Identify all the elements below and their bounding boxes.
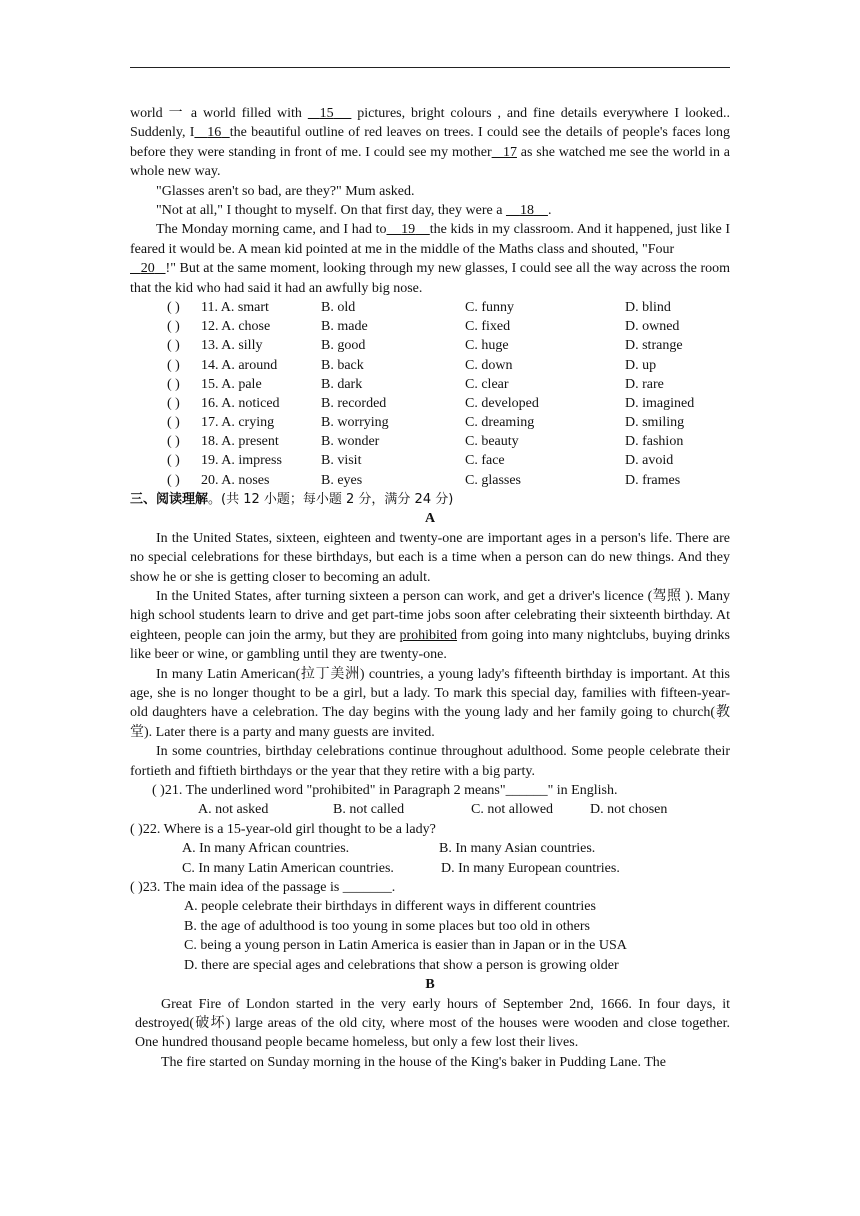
answer-paren[interactable]: ( ) bbox=[167, 395, 180, 411]
option-21-d[interactable]: D. not chosen bbox=[590, 802, 668, 818]
passage-a-paragraph-3: In many Latin American(拉丁美洲) countries, a young lady's fifteenth birthday is important. At this age, she is no longer thought to be a girl, but a lady. To mark this special day, families with fifteen-year-old daughters have a celebration. The day begins with the young lady and her family going to church(教堂). Later there is a party and many guests are invited. bbox=[130, 666, 730, 740]
underlined-word: prohibited bbox=[399, 627, 458, 643]
question-21: ( )21. The underlined word "prohibited" in Paragraph 2 means"______" in English. bbox=[152, 783, 618, 799]
option-row-18: ( ) 18. A. present B. wonder C. beauty D. fashion bbox=[130, 432, 730, 451]
question-22-options-row-2 bbox=[130, 859, 730, 878]
option-21-a[interactable]: A. not asked bbox=[198, 802, 269, 818]
option-row-17: ( ) 17. A. crying B. worrying C. dreaming D. smiling bbox=[130, 413, 730, 432]
answer-paren[interactable]: ( ) bbox=[167, 376, 180, 392]
option-22-c[interactable]: C. In many Latin American countries. bbox=[182, 860, 394, 876]
option-21-c[interactable]: C. not allowed bbox=[471, 802, 554, 818]
option-row-19: ( ) 19. A. impress B. visit C. face D. avoid bbox=[130, 452, 730, 471]
passage-a-paragraph-4: In some countries, birthday celebrations continue throughout adulthood. Some people celebrate their fortieth and fiftieth birthdays or the year that they retire with a big party. bbox=[130, 744, 730, 779]
cloze-paragraph-5: 20 !" But at the same moment, looking through my new glasses, I could see all the way across the room that the kid who had said it had an awfully big nose. bbox=[130, 261, 731, 296]
cloze-paragraph-3: "Not at all," I thought to myself. On that first day, they were a 18 . bbox=[156, 203, 552, 219]
passage-b-paragraph-1: Great Fire of London started in the very early hours of September 2nd, 1666. In four days, it destroyed(破坏) large areas of the old city, where most of the houses were wooden and close together. One hundred thousand people became homeless, but only a few lost their lives. bbox=[135, 996, 730, 1051]
option-22-b[interactable]: B. In many Asian countries. bbox=[439, 841, 596, 857]
passage-b-paragraph-2: The fire started on Sunday morning in the house of the King's baker in Pudding Lane. The bbox=[161, 1054, 666, 1070]
passage-b-label: B bbox=[425, 977, 435, 993]
cloze-text: pictures, bright colours , and fine details everywhere I looked.. Suddenly, I bbox=[130, 106, 731, 141]
option-22-d[interactable]: D. In many European countries. bbox=[441, 860, 620, 876]
option-22-a[interactable]: A. In many African countries. bbox=[182, 841, 350, 857]
cloze-paragraph-1 bbox=[130, 104, 730, 182]
option-row-14: ( ) 14. A. around B. back C. down D. up bbox=[130, 356, 730, 375]
passage-a-paragraph-2: In the United States, after turning sixteen a person can work, and get a driver's licence (驾照 ). Many high school students learn to drive and get part-time jobs soon after celebrating their sixteenth birthday. At eighteen, people can join the army, but they are prohibited from going into many nightclubs, buying drinks like beer or wine, or gambling until they are twenty-one. bbox=[130, 588, 730, 663]
cloze-paragraph-2: "Glasses aren't so bad, are they?" Mum asked. bbox=[156, 183, 415, 199]
option-23-b[interactable]: B. the age of adulthood is too young in some places but too old in others bbox=[184, 918, 590, 934]
blank-20: 20 bbox=[140, 261, 155, 277]
option-row-12: ( ) 12. A. chose B. made C. fixed D. owned bbox=[130, 317, 730, 336]
answer-paren[interactable]: ( ) bbox=[167, 357, 180, 373]
cloze-text: world 一 a world filled with bbox=[130, 106, 308, 121]
passage-a-paragraph-1: In the United States, sixteen, eighteen and twenty-one are important ages in a person's life. There are no special celebrations for these birthdays, but each is a time when a person can do new things. And they show he or she is getting closer to becoming an adult. bbox=[130, 530, 730, 585]
option-23-d[interactable]: D. there are special ages and celebrations that show a person is growing older bbox=[184, 957, 619, 973]
cloze-text: as she watched me see the world in a whole new way. bbox=[130, 144, 730, 180]
option-row-16: ( ) 16. A. noticed B. recorded C. developed D. imagined bbox=[130, 394, 730, 413]
header-rule bbox=[130, 67, 730, 68]
option-row-15: ( ) 15. A. pale B. dark C. clear D. rare bbox=[130, 375, 730, 394]
answer-paren[interactable]: ( ) bbox=[167, 299, 180, 315]
blank-16: 16 bbox=[207, 125, 222, 141]
answer-paren[interactable]: ( ) bbox=[167, 415, 180, 431]
cloze-text: the beautiful outline of red leaves on trees. I could see the details of people's faces long before they were standing in front of me. I could see my mother bbox=[130, 125, 730, 160]
option-23-a[interactable]: A. people celebrate their birthdays in different ways in different countries bbox=[184, 899, 596, 915]
section-3-heading: 三、阅读理解。(共 12 小题；每小题 2 分，满分 24 分) bbox=[130, 491, 454, 507]
option-21-b[interactable]: B. not called bbox=[333, 802, 405, 818]
question-21-options bbox=[130, 800, 730, 819]
exam-page bbox=[130, 104, 730, 1072]
cloze-paragraph-4: The Monday morning came, and I had to 19 the kids in my classroom. And it happened, just like I feared it would be. A mean kid pointed at me in the middle of the Maths class and shouted, "Four bbox=[130, 222, 730, 257]
option-row-13: ( ) 13. A. silly B. good C. huge D. strange bbox=[130, 336, 730, 355]
answer-paren[interactable]: ( ) bbox=[167, 453, 180, 469]
question-22-options-row-1 bbox=[130, 839, 730, 858]
answer-paren[interactable]: ( ) bbox=[167, 434, 180, 450]
blank-17: 17 bbox=[503, 144, 517, 160]
option-row-20: ( ) 20. A. noses B. eyes C. glasses D. frames bbox=[130, 471, 730, 490]
passage-a-label: A bbox=[424, 511, 436, 527]
blank-18: 18 bbox=[519, 203, 534, 219]
option-row-11: ( ) 11. A. smart B. old C. funny D. blind bbox=[130, 298, 730, 317]
answer-paren[interactable]: ( ) bbox=[167, 319, 180, 335]
question-23: ( )23. The main idea of the passage is _______. bbox=[130, 880, 396, 896]
answer-paren[interactable]: ( ) bbox=[167, 472, 180, 488]
question-22: ( )22. Where is a 15-year-old girl thought to be a lady? bbox=[130, 821, 436, 837]
cloze-options bbox=[130, 298, 730, 490]
blank-19: 19 bbox=[401, 222, 416, 238]
option-23-c[interactable]: C. being a young person in Latin America is easier than in Japan or in the USA bbox=[184, 938, 627, 954]
blank-15: 15 bbox=[319, 106, 334, 121]
answer-paren[interactable]: ( ) bbox=[167, 338, 180, 354]
